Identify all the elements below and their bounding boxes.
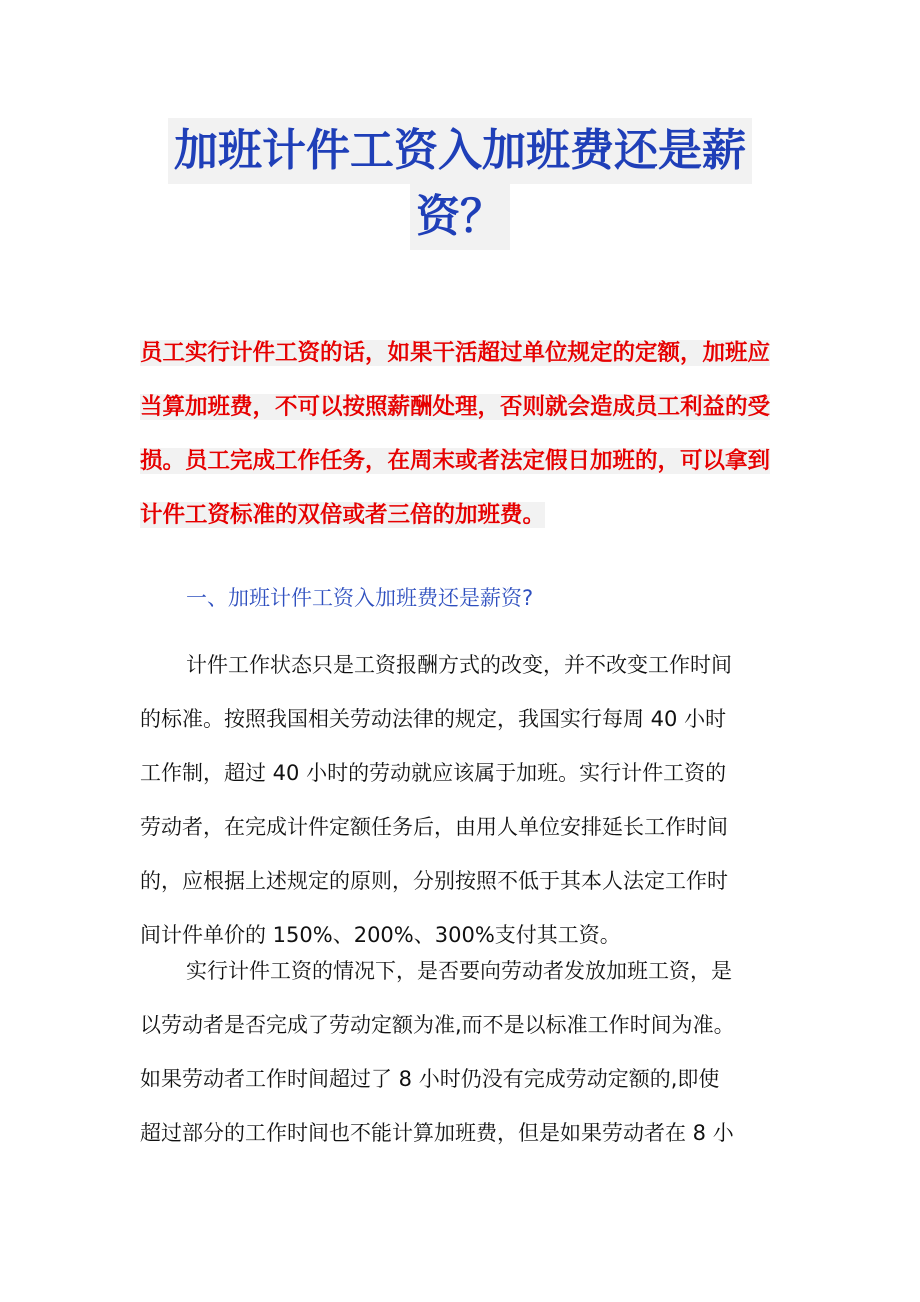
intro-line (140, 326, 790, 380)
body-paragraph (140, 944, 790, 1160)
paragraph-line: 超过部分的工作时间也不能计算加班费，但是如果劳动者在 8 小 (140, 1121, 734, 1145)
paragraph-line: 劳动者，在完成计件定额任务后，由用人单位安排延长工作时间 (140, 815, 728, 839)
intro-line-text: 员工实行计件工资的话，如果干活超过单位规定的定额，加班应 (140, 340, 771, 366)
paragraph-line: 工作制，超过 40 小时的劳动就应该属于加班。实行计件工资的 (140, 761, 727, 785)
paragraph-line: 计件工作状态只是工资报酬方式的改变，并不改变工作时间 (186, 653, 732, 677)
paragraph-line: 如果劳动者工作时间超过了 8 小时仍没有完成劳动定额的,即使 (140, 1067, 720, 1091)
title-line: 加班计件工资入加班费还是薪 (168, 118, 752, 184)
intro-line (140, 488, 790, 542)
section-heading: 一、加班计件工资入加班费还是薪资? (186, 586, 534, 610)
intro-line (140, 434, 790, 488)
intro-line-text: 损。员工完成工作任务，在周末或者法定假日加班的，可以拿到 (140, 448, 771, 474)
intro-line (140, 380, 790, 434)
paragraph-line: 以劳动者是否完成了劳动定额为准,而不是以标准工作时间为准。 (140, 1013, 735, 1037)
paragraph-line: 实行计件工资的情况下，是否要向劳动者发放加班工资，是 (186, 959, 732, 983)
intro-line-text: 计件工资标准的双倍或者三倍的加班费。 (140, 502, 546, 528)
document-title (150, 118, 770, 250)
paragraph-line: 的标准。按照我国相关劳动法律的规定，我国实行每周 40 小时 (140, 707, 727, 731)
paragraph-line: 间计件单价的 150%、200%、300%支付其工资。 (140, 923, 621, 947)
body-paragraph (140, 638, 790, 962)
paragraph-line: 的，应根据上述规定的原则，分别按照不低于其本人法定工作时 (140, 869, 728, 893)
intro-line-text: 当算加班费，不可以按照薪酬处理，否则就会造成员工利益的受 (140, 394, 771, 420)
title-line: 资？ (410, 184, 510, 250)
intro-summary (140, 326, 790, 542)
